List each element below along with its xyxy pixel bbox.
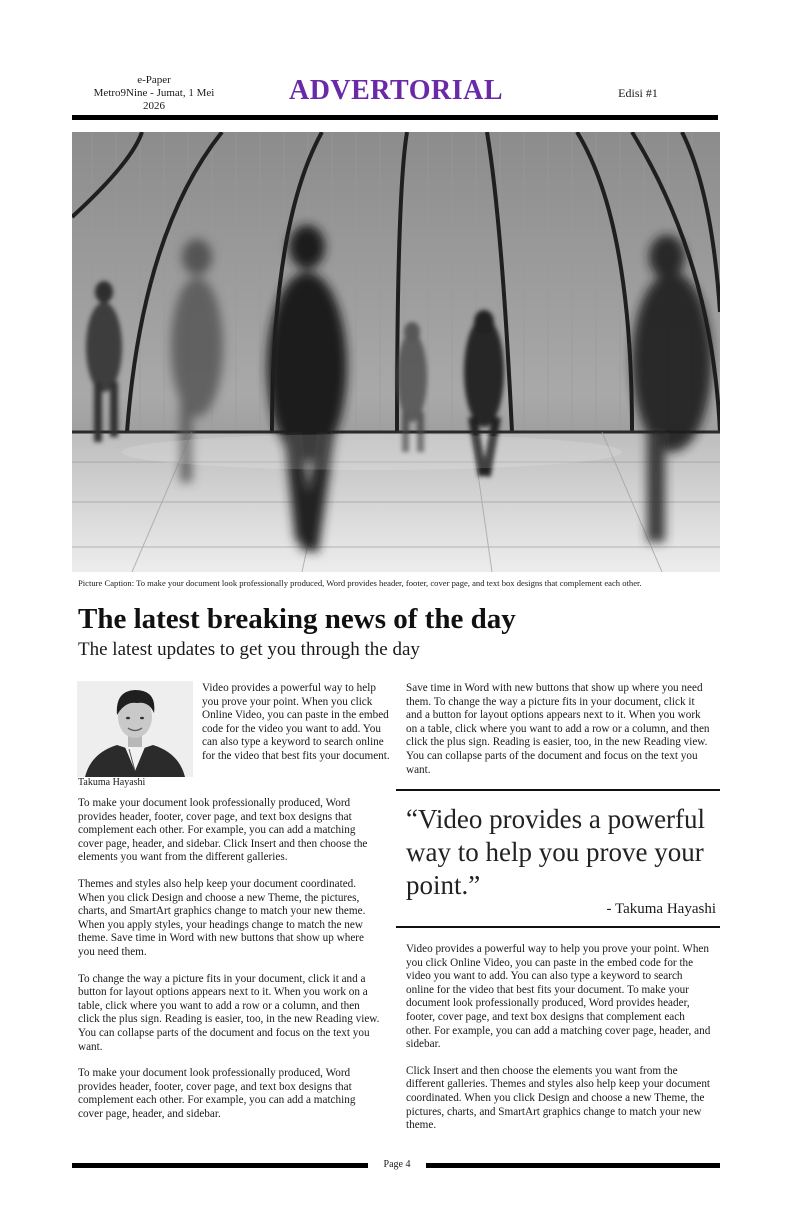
paragraph: To change the way a picture fits in your document, click it and a button for layout options appears next to it. When you work on a table, click where you want to add a row or a column, and then click the plus sign. Reading is easier, too, in the new Reading view. You can collapse parts of the document and focus on the text you want.	[78, 972, 380, 1053]
article-subheadline: The latest updates to get you through the day	[78, 639, 420, 660]
picture-caption: Picture Caption: To make your document look professionally produced, Word provides header, footer, cover page, and text box designs that complement each other.	[78, 578, 642, 588]
right-column-bottom	[406, 943, 712, 1146]
intro-paragraph: Video provides a powerful way to help you prove your point. When you click Online Video, you can paste in the embed code for the video you want to add. You can also type a keyword to search online for the video that best fits your document.	[202, 682, 390, 762]
publication-year: 2026	[143, 100, 165, 112]
footer-rule-left	[72, 1163, 368, 1168]
left-column	[78, 797, 382, 1134]
pull-quote-attribution: - Takuma Hayashi	[606, 901, 716, 917]
footer-rule-right	[426, 1163, 720, 1168]
paragraph: To make your document look professionally produced, Word provides header, footer, cover page, and text box designs that complement each other. For example, you can add a matching cover page, header, and sidebar. Click Insert and then choose the elements you want from the different galleries.	[78, 797, 368, 864]
paragraph: Themes and styles also help keep your document coordinated. When you click Design and choose a new Theme, the pictures, charts, and SmartArt graphics change to match your new theme. When you apply styles, your headings change to match the new theme. Save time in Word with new buttons that show up where you need them.	[78, 877, 366, 958]
paragraph: To make your document look professionally produced, Word provides header, footer, cover page, and text box designs that complement each other. For example, you can add a matching cover page, header, and sidebar.	[78, 1067, 356, 1120]
header-divider	[72, 115, 718, 120]
pull-quote-top-rule	[396, 789, 720, 791]
article-headline: The latest breaking news of the day	[78, 603, 516, 635]
paragraph: Click Insert and then choose the elements you want from the different galleries. Themes and styles also help keep your document coordinated. When you click Design and choose a new Theme, the pictures, charts, and SmartArt graphics change to match your new theme.	[406, 1064, 711, 1132]
epaper-label: e-Paper	[137, 74, 171, 86]
author-name-caption: Takuma Hayashi	[78, 777, 146, 788]
page-number: Page 4	[383, 1159, 411, 1170]
hero-photo	[72, 132, 720, 572]
paragraph: Video provides a powerful way to help you prove your point. When you click Online Video, you can paste in the embed code for the video you want to add. You can also type a keyword to search online for the video that best fits your document. To make your document look professionally produced, Word provides header, footer, cover page, and text box designs that complement each other. For example, you can add a matching cover page, header, and sidebar.	[406, 943, 711, 1051]
epaper-info	[70, 74, 238, 113]
author-portrait-icon	[77, 681, 193, 777]
edition-label: Edisi #1	[618, 86, 658, 100]
author-portrait	[77, 681, 193, 777]
right-column-top-paragraph: Save time in Word with new buttons that show up where you need them. To change the way a picture fits in your document, click it and a button for layout options appears next to it. When you work on a table, click where you want to add a row or a column, and then click the plus sign. Reading is easier, too, in the new Reading view. You can collapse parts of the document and focus on the text you want.	[406, 682, 710, 776]
pull-quote: “Video provides a powerful way to help you prove your point.”	[406, 804, 706, 900]
pull-quote-bottom-rule	[396, 926, 720, 928]
section-title: ADVERTORIAL	[288, 75, 504, 106]
commuters-photo-icon	[72, 132, 720, 572]
publication-date-line: Metro9Nine - Jumat, 1 Mei	[93, 87, 215, 99]
